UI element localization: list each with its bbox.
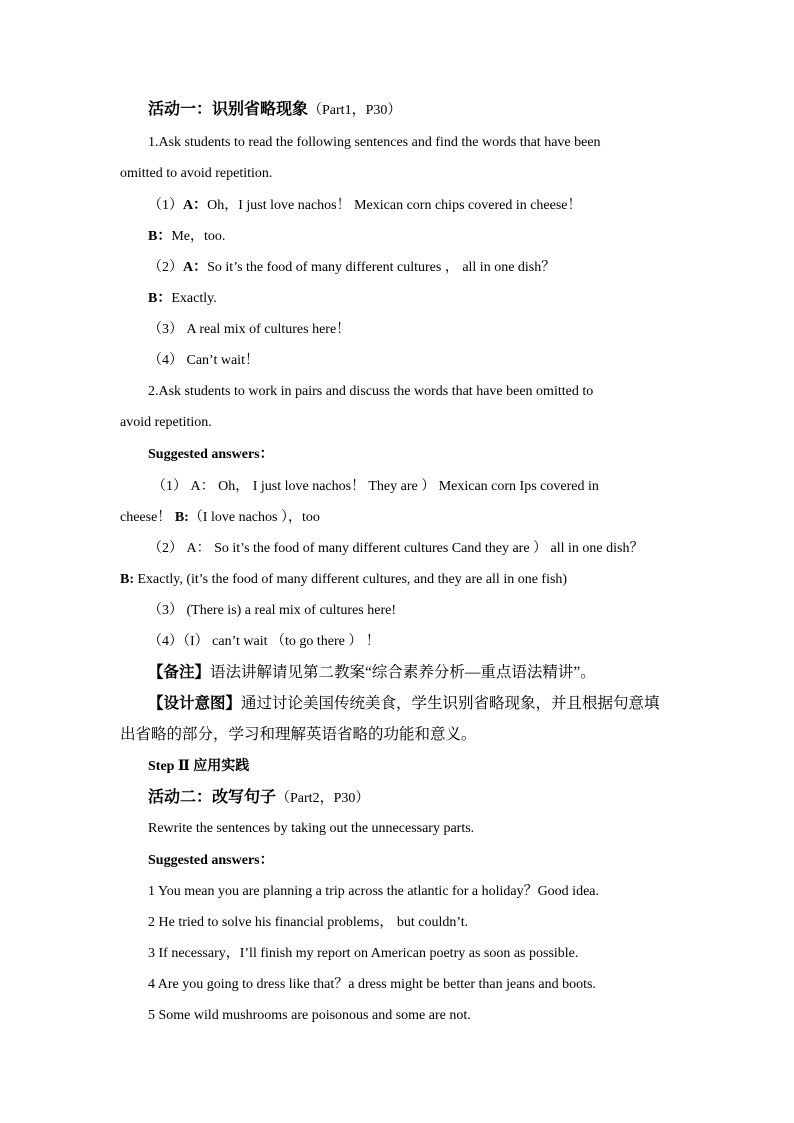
design-text: 通过讨论美国传统美食，学生识别省略现象，并且根据句意填 bbox=[241, 695, 660, 712]
speaker-b: B： bbox=[148, 291, 172, 306]
design-tag: 【设计意图】 bbox=[148, 695, 242, 712]
step-2-heading: Step Ⅱ 应用实践 bbox=[148, 759, 250, 774]
answer-text: （I love nachos ），too bbox=[188, 510, 320, 525]
instruction-2-line-2: avoid repetition. bbox=[120, 415, 212, 430]
answer-text: Exactly, (it’s the food of many different cultures, and they are all in one fish) bbox=[137, 572, 568, 587]
speaker-b: B: bbox=[120, 572, 134, 587]
activity2-instruction: Rewrite the sentences by taking out the unnecessary parts. bbox=[148, 821, 475, 836]
example-text: Oh，I just love nachos！ Mexican corn chips covered in cheese！ bbox=[207, 198, 582, 213]
rewrite-answer-3: 3 If necessary，I’ll finish my report on American poetry as soon as possible. bbox=[148, 946, 579, 961]
example-2-b bbox=[148, 289, 217, 309]
speaker-a: A： bbox=[183, 260, 208, 275]
rewrite-answer-2: 2 He tried to solve his financial problems， but couldn’t. bbox=[148, 915, 469, 930]
speaker-b: B: bbox=[174, 510, 189, 525]
design-intent-line-1 bbox=[148, 694, 660, 714]
activity1-title: 活动一：识别省略现象 bbox=[148, 101, 309, 118]
example-text: So it’s the food of many different cultures ， all in one dish？ bbox=[207, 260, 556, 275]
example-text: Me，too. bbox=[171, 229, 226, 244]
suggested-answers-label: Suggested answers： bbox=[148, 447, 274, 462]
activity1-heading bbox=[148, 100, 401, 121]
answer-2-line-1: （2） A： So it’s the food of many different cultures Cand they are ） all in one dish？ bbox=[148, 541, 644, 556]
remark-note bbox=[148, 663, 596, 683]
activity1-ref: （Part1，P30） bbox=[308, 103, 402, 118]
speaker-b: B： bbox=[148, 229, 172, 244]
instruction-1-line-1: 1.Ask students to read the following sentences and find the words that have been bbox=[148, 135, 601, 150]
rewrite-answer-1: 1 You mean you are planning a trip across the atlantic for a holiday？Good idea. bbox=[148, 884, 599, 899]
example-number: （2） bbox=[148, 260, 183, 275]
answer-1-line-2 bbox=[120, 508, 320, 528]
activity2-title: 活动二：改写句子 bbox=[148, 789, 277, 806]
remark-text: 语法讲解请见第二教案“综合素养分析—重点语法精讲”。 bbox=[210, 664, 596, 681]
example-4: （4） Can’t wait！ bbox=[148, 353, 259, 368]
rewrite-answer-4: 4 Are you going to dress like that？a dress might be better than jeans and boots. bbox=[148, 977, 596, 992]
example-2-a bbox=[148, 258, 555, 278]
answer-text: cheese！ bbox=[120, 510, 172, 525]
example-3: （3） A real mix of cultures here！ bbox=[148, 322, 351, 337]
activity2-heading bbox=[148, 788, 369, 809]
activity2-ref: （Part2，P30） bbox=[276, 791, 370, 806]
remark-tag: 【备注】 bbox=[148, 664, 211, 681]
rewrite-answer-5: 5 Some wild mushrooms are poisonous and some are not. bbox=[148, 1008, 471, 1023]
instruction-1-line-2: omitted to avoid repetition. bbox=[120, 166, 273, 181]
example-text: Exactly. bbox=[171, 291, 217, 306]
answer-1-line-1: （1） A： Oh， I just love nachos！ They are ） Mexican corn Ips covered in bbox=[152, 479, 599, 494]
answer-4: （4）（I） can’t wait （to go there ） ！ bbox=[148, 634, 380, 649]
suggested-answers-label: Suggested answers： bbox=[148, 853, 274, 868]
example-1-b bbox=[148, 227, 225, 247]
design-intent-line-2: 出省略的部分，学习和理解英语省略的功能和意义。 bbox=[120, 726, 477, 743]
answer-3: （3） (There is) a real mix of cultures here! bbox=[148, 603, 397, 618]
example-number: （1） bbox=[148, 198, 183, 213]
instruction-2-line-1: 2.Ask students to work in pairs and discuss the words that have been omitted to bbox=[148, 384, 594, 399]
answer-2-line-2 bbox=[120, 570, 567, 590]
example-1-a bbox=[148, 196, 582, 216]
speaker-a: A： bbox=[183, 198, 208, 213]
